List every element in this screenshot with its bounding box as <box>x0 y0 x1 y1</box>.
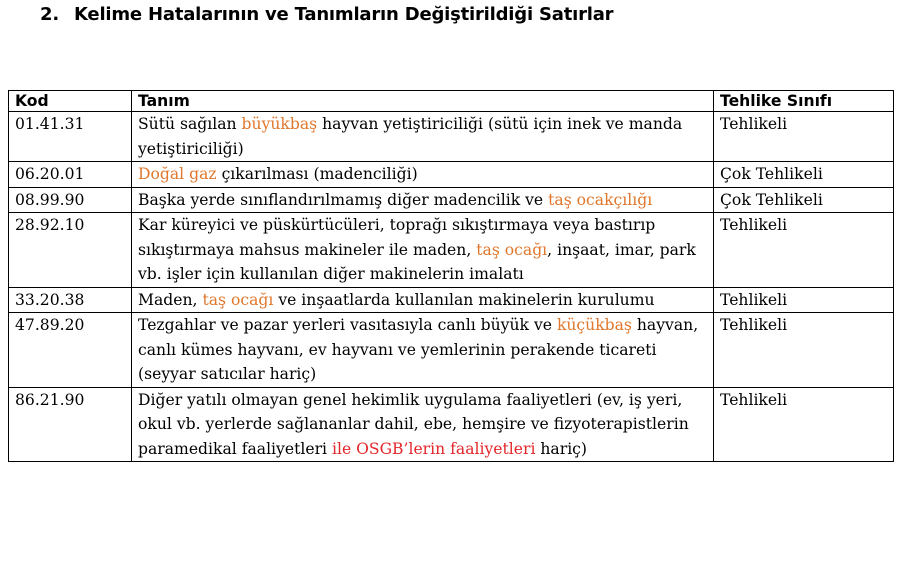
cell-tehlike-sinifi: Tehlikeli <box>714 287 894 313</box>
activity-code-table <box>8 90 894 462</box>
highlighted-text: ile OSGB’lerin faaliyetleri <box>331 439 536 458</box>
highlighted-text: küçükbaş <box>556 316 632 334</box>
highlighted-text: taş ocağı <box>202 290 274 309</box>
table-row <box>9 387 894 462</box>
table-row <box>9 162 894 188</box>
table-row <box>9 313 894 388</box>
text-segment: hayvan, canlı kümes hayvanı, ev hayvanı ve yemlerinin perakende ticareti (seyyar satıcılar hariç) <box>138 316 699 383</box>
cell-tehlike-sinifi: Tehlikeli <box>714 313 894 388</box>
text-segment: Başka yerde sınıflandırılmamış diğer madencilik ve <box>138 190 549 209</box>
cell-kod: 33.20.38 <box>9 287 132 313</box>
highlighted-text: büyükbaş <box>241 115 318 133</box>
text-segment: çıkarılması (madenciliği) <box>216 165 418 183</box>
cell-tanim <box>132 187 714 213</box>
text-segment: hariç) <box>535 439 587 458</box>
cell-tehlike-sinifi: Tehlikeli <box>714 387 894 462</box>
text-segment: Tezgahlar ve pazar yerleri vasıtasıyla canlı büyük ve <box>138 316 557 334</box>
section-heading <box>40 2 613 28</box>
cell-tehlike-sinifi: Çok Tehlikeli <box>714 162 894 188</box>
table-row <box>9 287 894 313</box>
cell-tanim <box>132 287 714 313</box>
cell-tanim <box>132 213 714 288</box>
table-row <box>9 187 894 213</box>
cell-kod: 47.89.20 <box>9 313 132 388</box>
cell-kod: 06.20.01 <box>9 162 132 188</box>
cell-tehlike-sinifi: Çok Tehlikeli <box>714 187 894 213</box>
text-segment: Sütü sağılan <box>138 115 242 133</box>
cell-tehlike-sinifi: Tehlikeli <box>714 213 894 288</box>
table-row <box>9 112 894 162</box>
cell-kod: 08.99.90 <box>9 187 132 213</box>
text-segment: hayvan yetiştiriciliği (sütü için inek ve manda yetiştiriciliği) <box>138 115 683 158</box>
cell-kod: 01.41.31 <box>9 112 132 162</box>
table-header-row <box>9 91 894 112</box>
text-segment: ve inşaatlarda kullanılan makinelerin kurulumu <box>273 290 655 309</box>
section-title: Kelime Hatalarının ve Tanımların Değiştirildiği Satırlar <box>74 4 614 25</box>
header-tehlike-sinifi: Tehlike Sınıfı <box>714 91 894 112</box>
cell-tanim <box>132 162 714 188</box>
highlighted-text: taş ocağı <box>476 240 548 259</box>
cell-kod: 86.21.90 <box>9 387 132 462</box>
table-body <box>9 112 894 462</box>
cell-tanim <box>132 313 714 388</box>
text-segment: Diğer yatılı olmayan genel hekimlik uygulama faaliyetleri (ev, iş yeri, okul vb. yerlerde sağlananlar dahil, ebe, hemşire ve fizyoterapistlerin paramedikal faaliyetleri <box>138 390 689 458</box>
highlighted-text: Doğal gaz <box>138 165 217 183</box>
highlighted-text: taş ocakçılığı <box>548 190 653 209</box>
text-segment: , inşaat, imar, park vb. işler için kullanılan diğer makinelerin imalatı <box>138 240 696 283</box>
header-kod: Kod <box>9 91 132 112</box>
header-tanim: Tanım <box>132 91 714 112</box>
text-segment: Maden, <box>138 290 203 309</box>
cell-kod: 28.92.10 <box>9 213 132 288</box>
cell-tehlike-sinifi: Tehlikeli <box>714 112 894 162</box>
cell-tanim <box>132 387 714 462</box>
table-row <box>9 213 894 288</box>
cell-tanim <box>132 112 714 162</box>
section-number: 2. <box>40 4 59 25</box>
text-segment: Kar küreyici ve püskürtücüleri, toprağı sıkıştırmaya veya bastırıp sıkıştırmaya mahsus makineler ile maden, <box>138 216 656 259</box>
